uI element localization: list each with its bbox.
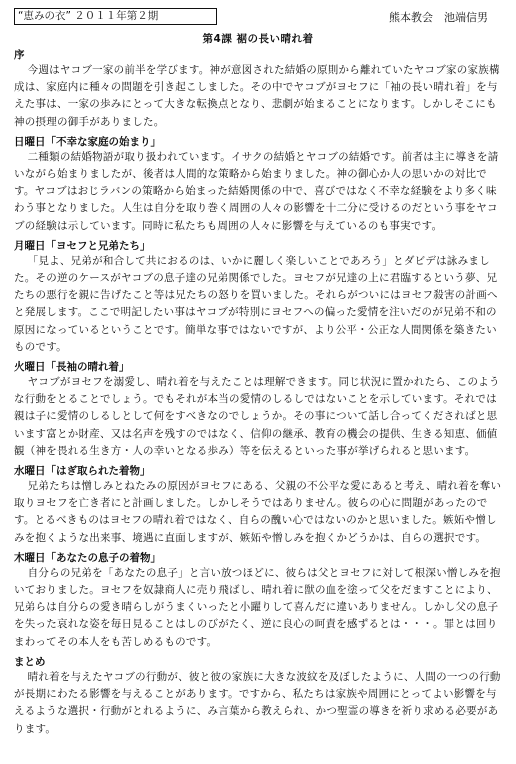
document-body [14, 48, 502, 738]
section-heading-summary: まとめ [14, 655, 46, 668]
section-body-wednesday: 兄弟たちは憎しみとねたみの原因がヨセフにある、父親の不公平な愛にあると考え、晴れ着を奪い取りヨセフを亡き者にと計画しました。しかしそうではありません。彼らの心に問題があったのです。とるべきものはヨセフの晴れ着ではなく、自らの醜い心ではないのかと思いました。嫉妬や憎しみを抱くような出来事、境遇に直面しますが、嫉妬や憎しみを抱くかどうかは、自らの選択です。 [14, 480, 502, 544]
section-body-intro: 今週はヤコブ一家の前半を学びます。神が意図された結婚の原則から離れていたヤコブ家の家族構成は、家庭内に種々の問題を引き起こしました。その中でヤコブがヨセフに「袖の長い晴れ着」を与えた事は、一家の歩みにとって大きな転換点となり、悲劇が始まることになります。しかしそこにも神の摂理の御手がありました。 [14, 64, 500, 128]
section-heading-monday: 月曜日「ヨセフと兄弟たち」 [14, 239, 151, 252]
author-name: 熊本教会 池端信男 [389, 11, 488, 24]
section-heading-sunday: 日曜日「不幸な家庭の始まり」 [14, 135, 161, 148]
section-body-thursday: 自分らの兄弟を「あなたの息子」と言い放つほどに、彼らは父とヨセフに対して根深い憎しみを抱いておりました。ヨセフを奴隷商人に売り飛ばし、晴れ着に獣の血を塗って父をだますことにより、兄弟らは自分らの愛き晴らしがうまくいったと小躍りして喜んだに違いありません。しかし父の息子を失った哀れな姿を毎日見ることはしのびがたく、逆に良心の呵責を感ずるとは・・・。罪とは回りまわってその本人をも苦しめるものです。 [14, 566, 501, 648]
section-body-monday: 「見よ、兄弟が和合して共におるのは、いかに麗しく楽しいことであろう」とダビデは詠みました。その逆のケースがヤコブの息子達の兄弟関係でした。ヨセフが兄達の上に君臨するという夢、兄たちの悪行を親に告げたこと等は兄たちの怒りを買いました。それらがついにはヨセフ殺害の計画へと発展します。ここで明記したい事はヤコブが特別にヨセフへの偏った愛情を注いだのが兄弟不和の原因になっているということです。簡単な事ではないですが、より公平・公正な人間関係を築きたいものです。 [14, 254, 498, 353]
lesson-title: 第4課 裾の長い晴れ着 [202, 33, 314, 45]
header-row [14, 8, 502, 28]
section-heading-thursday: 木曜日「あなたの息子の着物」 [14, 551, 161, 564]
section-heading-wednesday: 水曜日「はぎ取られた着物」 [14, 465, 151, 478]
section-body-summary: 晴れ着を与えたヤコブの行動が、彼と彼の家族に大きな波紋を及ぼしたように、人間の一つの行動が長期にわたる影響を与えることがあります。ですから、私たちは家族や周囲にとってよい影響を与えるような選択・行動がとれるように、み言葉から教えられ、かつ聖霊の導きを祈り求める必要があります。 [14, 670, 501, 735]
section-heading-intro: 序 [14, 49, 25, 61]
section-body-tuesday: ヤコブがヨセフを溺愛し、晴れ着を与えたことは理解できます。同じ状況に置かれたら、このような行動をとることでしょう。でもそれが本当の愛情のしるしではないことを示しています。それでは親は子に愛情のしるしとして何をすべきなのでしょうか。その事について話し合ってくださればと思います富とか財産、又は名声を残すのではなく、信仰の継承、教育の機会の提供、生きる知恵、価値観（神を畏れる生き方・人の幸いとなる歩み）等を伝えるといった事が挙げられると思います。 [14, 376, 500, 457]
section-heading-tuesday: 火曜日「長袖の晴れ着」 [14, 361, 130, 374]
issue-label: “恵みの衣” ２０１１年第２期 [14, 8, 217, 25]
section-body-sunday: 二種類の結婚物語が取り扱われています。イサクの結婚とヤコブの結婚です。前者は主に導きを請いながら始まりましたが、後者は人間的な策略から始まりました。神の御心か人の思いかの対比です。ヤコブはおじラバンの策略から始まった結婚関係の中で、喜びではなく不幸な経験をより多く味わう事となりました。人生は自分を取り巻く周囲の人々の影響を十二分に受けるのだという事をヤコブの経験は示しています。同時に私たちも周囲の人々に影響を与えているのも事実です。 [14, 150, 499, 232]
